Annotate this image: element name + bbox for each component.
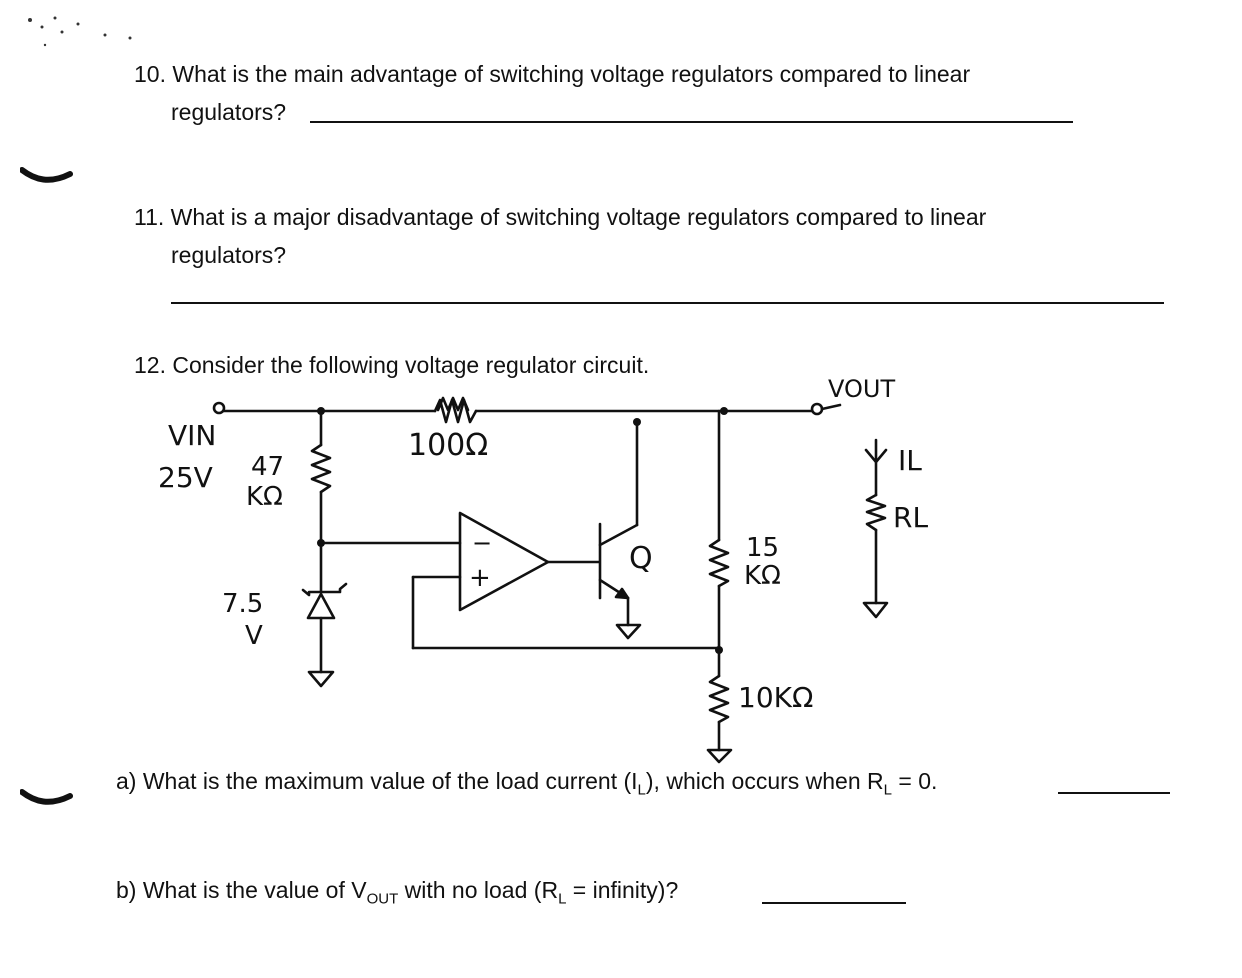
question-11-line1: 11. What is a major disadvantage of switching voltage regulators compared to linear	[134, 204, 987, 230]
resistor-10k-symbol	[710, 676, 728, 722]
question-12b-part1: b) What is the value of V	[116, 877, 367, 903]
r3-value: 15	[746, 533, 780, 563]
question-12a-part1: a) What is the maximum value of the load current (I	[116, 768, 638, 794]
vout-stub	[822, 405, 840, 409]
resistor-rl-symbol	[867, 495, 885, 530]
answer-12a-blank[interactable]	[1058, 792, 1170, 794]
resistor-47k-symbol	[312, 445, 330, 492]
resistor-15k-symbol	[710, 540, 728, 586]
node-collector	[633, 418, 641, 426]
question-11-line2: regulators?	[171, 242, 287, 268]
question-12b-sub1: OUT	[366, 890, 399, 908]
ground-zener	[309, 672, 333, 686]
r3-unit: KΩ	[744, 561, 781, 591]
question-12a-part2: ), which occurs when R	[645, 768, 884, 794]
ground-emitter	[617, 625, 640, 638]
vout-label: VOUT	[828, 375, 896, 403]
il-label: IL	[898, 444, 922, 477]
vin-terminal	[214, 403, 224, 413]
answer-12b-blank[interactable]	[762, 902, 906, 904]
r4-label: 10KΩ	[738, 681, 814, 714]
ground-divider	[708, 750, 731, 762]
r1-value: 47	[251, 452, 285, 482]
question-12a-sub1: L	[637, 781, 646, 799]
rl-label: RL	[893, 501, 929, 534]
opamp-minus: −	[472, 529, 493, 557]
question-12a-part3: = 0.	[891, 768, 938, 794]
zener-unit: V	[245, 621, 263, 651]
vin-value: 25V	[158, 461, 213, 494]
r1-unit: KΩ	[246, 482, 283, 512]
question-12b-part2: with no load (R	[398, 877, 559, 903]
zener-bar	[303, 584, 346, 595]
question-12a	[116, 769, 937, 799]
opamp-symbol	[460, 513, 548, 610]
question-12a-sub2: L	[883, 781, 892, 799]
question-12b-sub2: L	[558, 890, 567, 908]
vin-label: VIN	[168, 419, 217, 452]
question-10-line1: 10. What is the main advantage of switching voltage regulators compared to linear	[134, 61, 971, 87]
question-12b	[116, 878, 678, 908]
ground-load	[864, 603, 887, 617]
vout-terminal	[812, 404, 822, 414]
transistor-label: Q	[629, 541, 653, 576]
question-12-intro: 12. Consider the following voltage regulator circuit.	[134, 352, 650, 378]
zener-value: 7.5	[222, 589, 264, 619]
node-divider-top	[720, 407, 728, 415]
question-12b-part3: = infinity)?	[566, 877, 679, 903]
zener-diode-symbol	[308, 594, 334, 618]
r2-label: 100Ω	[408, 428, 489, 463]
opamp-plus: +	[469, 563, 491, 593]
question-10-line2: regulators?	[171, 99, 287, 125]
